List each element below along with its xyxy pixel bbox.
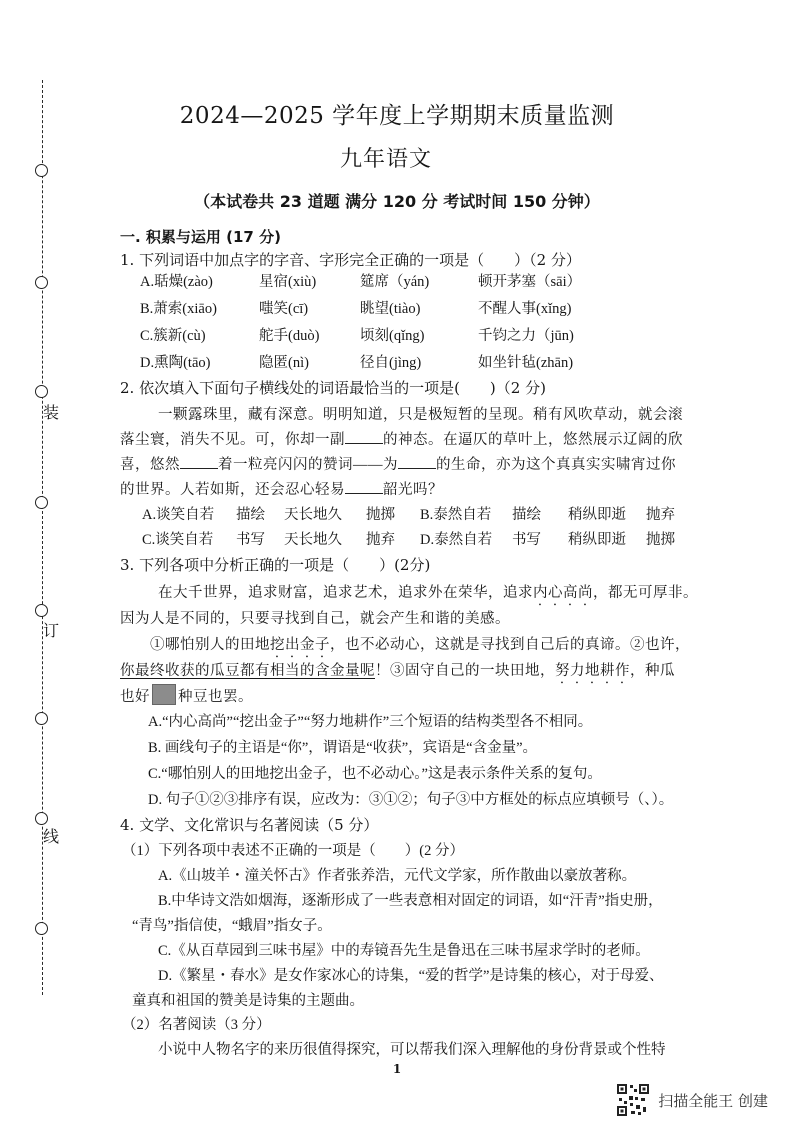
q3-text: ！③固守自己的一块田地， (375, 663, 555, 679)
binding-ring-icon (35, 164, 48, 177)
q3-option: D. 句子①②③排序有误，应改为：③①②；句子③中方框处的标点应填顿号（、）。 (148, 792, 674, 808)
q4-option-a: A.《山坡羊・潼关怀古》作者张养浩，元代文学家，所作散曲以豪放著称。 (158, 868, 637, 884)
q4-option-d: D.《繁星・春水》是女作家冰心的诗集，“爱的哲学”是诗集的核心，对于母爱、 (158, 968, 664, 984)
q1-option: C.簇新(cù) (140, 328, 206, 344)
q3-option: C.“哪怕别人的田地挖出金子，也不必动心。”这是表示条件关系的复句。 (148, 766, 602, 782)
binding-ring-icon (35, 604, 48, 617)
binding-dashed-line (42, 80, 43, 995)
q3-dotted-phrase: 挖出金子 (270, 637, 330, 653)
q2-text: 的神态。在逼仄的草叶上，悠然展示辽阔的欣 (383, 432, 683, 448)
q2-text: 的生命，亦为这个真真实实啸宵过你 (436, 457, 676, 473)
q2-option: 稍纵即逝 (568, 507, 626, 523)
q1-option: 不醒人事(xǐng) (478, 301, 572, 317)
q3-stem: 3. 下列各项中分析正确的一项是（ ）(2分) (120, 556, 431, 574)
q2-option: B.泰然自若 (420, 507, 492, 523)
q2-passage-line: 一颗露珠里，藏有深意。明明知道，只是极短暂的呈现。稍有风吹草动，就会滚 (158, 407, 683, 423)
binding-ring-icon (35, 276, 48, 289)
q3-passage-line (120, 684, 253, 706)
q1-option: 星宿(xiù) (259, 274, 317, 290)
q2-option: 天长地久 (284, 532, 342, 548)
q1-option: A.聒燥(zào) (140, 274, 213, 290)
binding-ring-icon (35, 496, 48, 509)
q2-option: A.谈笑自若 (142, 507, 215, 523)
scanner-watermark (616, 1083, 768, 1117)
q3-passage-line: 因为人是不同的，只要寻找到自己，就会产生和谐的美感。 (120, 611, 510, 627)
page-number: 1 (392, 1062, 402, 1076)
q4-option-c: C.《从百草园到三味书屋》中的寿镜吾先生是鲁迅在三味书屋求学时的老师。 (158, 943, 650, 959)
fill-blank (345, 480, 383, 494)
section-heading: 一. 积累与运用 (17 分) (120, 228, 281, 246)
q2-option: D.泰然自若 (420, 532, 493, 548)
q1-option: B.萧索(xiāo) (140, 301, 217, 317)
q1-option: 筵席（yán) (360, 274, 430, 290)
q3-passage-line (150, 633, 690, 661)
q1-option: 径自(jìng) (360, 355, 422, 371)
q2-option: 描绘 (236, 507, 265, 523)
q2-passage-line (120, 478, 443, 499)
q2-option: 抛掷 (646, 532, 675, 548)
q1-option: D.熏陶(tāo) (140, 355, 211, 371)
q2-option: 稍纵即逝 (568, 532, 626, 548)
q3-option: B. 画线句子的主语是“你”，谓语是“收获”，宾语是“含金量”。 (148, 740, 538, 756)
q3-passage-line (120, 659, 675, 687)
q2-passage-line (120, 453, 676, 474)
q2-text: 着一粒亮闪闪的赞词——为 (218, 457, 398, 473)
q2-stem: 2. 依次填入下面句子横线处的词语最恰当的一项是( )（2 分) (120, 379, 546, 397)
exam-note: （本试卷共 23 道题 满分 120 分 考试时间 150 分钟） (194, 192, 600, 211)
fill-blank (180, 455, 218, 469)
q1-option: 舵手(duò) (259, 328, 320, 344)
q2-text: 韶光吗？ (383, 482, 443, 498)
q2-option: 抛弃 (646, 507, 675, 523)
q1-option: 眺望(tiào) (360, 301, 421, 317)
q3-text: 也好 (120, 689, 150, 705)
q2-option: 天长地久 (284, 507, 342, 523)
q2-passage-line (120, 428, 683, 449)
exam-title: 2024—2025 学年度上学期期末质量监测 (179, 103, 615, 129)
q1-option: 嗤笑(cī) (259, 301, 309, 317)
fill-blank (345, 430, 383, 444)
watermark-text: 扫描全能王 创建 (658, 1091, 768, 1110)
q2-text: 的世界。人若如斯，还会忍心轻易 (120, 482, 345, 498)
q1-stem: 1. 下列词语中加点字的字音、字形完全正确的一项是（ ）（2 分） (120, 251, 581, 269)
binding-label-zhuang: 装 (43, 403, 60, 422)
exam-subtitle: 九年语文 (340, 147, 433, 172)
q3-option: A.“内心高尚”“挖出金子”“努力地耕作”三个短语的结构类型各不相同。 (148, 714, 593, 730)
q2-text: 落尘寰，消失不见。可，你却一副 (120, 432, 345, 448)
q4-passage: 小说中人物名字的来历很值得探究，可以帮我们深入理解他的身份背景或个性特 (158, 1042, 666, 1058)
q3-text: 在大千世界，追求财富，追求艺术，追求外在荣华，追求 (158, 585, 533, 601)
q2-option: 抛掷 (366, 507, 395, 523)
q4-option-d-cont: 童真和祖国的赞美是诗集的主题曲。 (132, 993, 364, 1009)
q3-dotted-phrase: 内心高尚 (533, 585, 593, 601)
q1-option: 顷刻(qǐng) (360, 328, 425, 344)
binding-label-ding: 订 (43, 621, 60, 640)
q3-dotted-phrase: 努力地耕作 (555, 663, 630, 679)
q3-text: 种豆也罢。 (178, 689, 253, 705)
q2-option: C.谈笑自若 (142, 532, 214, 548)
q3-underlined-sentence: 你最终收获的瓜豆都有相当的含金量呢 (120, 663, 375, 679)
q1-option: 隐匿(nì) (259, 355, 309, 371)
binding-ring-icon (35, 812, 48, 825)
qr-code-icon (616, 1083, 650, 1117)
binding-ring-icon (35, 385, 48, 398)
q3-passage-line (158, 581, 698, 609)
q1-option: 如坐针毡(zhān) (478, 355, 574, 371)
q2-option: 书写 (236, 532, 265, 548)
fill-blank (398, 455, 436, 469)
q4-sub1: （1）下列各项中表述不正确的一项是（ ）(2 分） (122, 843, 464, 859)
q3-text: ，都无可厚非。 (593, 585, 698, 601)
q4-stem: 4. 文学、文化常识与名著阅读（5 分） (120, 816, 379, 834)
q2-option: 抛弃 (366, 532, 395, 548)
q1-option: 顿开茅塞（sāi） (478, 274, 582, 290)
q3-text: ，也不必动心，这就是寻找到自己后的真谛。②也许， (330, 637, 690, 653)
binding-ring-icon (35, 922, 48, 935)
q2-option: 书写 (512, 532, 541, 548)
q4-sub2: （2）名著阅读（3 分） (122, 1017, 271, 1033)
q4-option-b-cont: “青鸟”指信使，“蛾眉”指女子。 (132, 918, 332, 934)
q2-option: 描绘 (512, 507, 541, 523)
q4-option-b: B.中华诗文浩如烟海，逐渐形成了一些表意相对固定的词语，如“汗青”指史册， (158, 893, 663, 909)
punctuation-box (152, 684, 176, 705)
binding-label-xian: 线 (43, 827, 60, 846)
binding-ring-icon (35, 712, 48, 725)
q3-text: ①哪怕别人的田地 (150, 637, 270, 653)
q1-option: 千钧之力（jūn) (478, 328, 574, 344)
q2-text: 喜，悠然 (120, 457, 180, 473)
q3-text: ，种瓜 (630, 663, 675, 679)
